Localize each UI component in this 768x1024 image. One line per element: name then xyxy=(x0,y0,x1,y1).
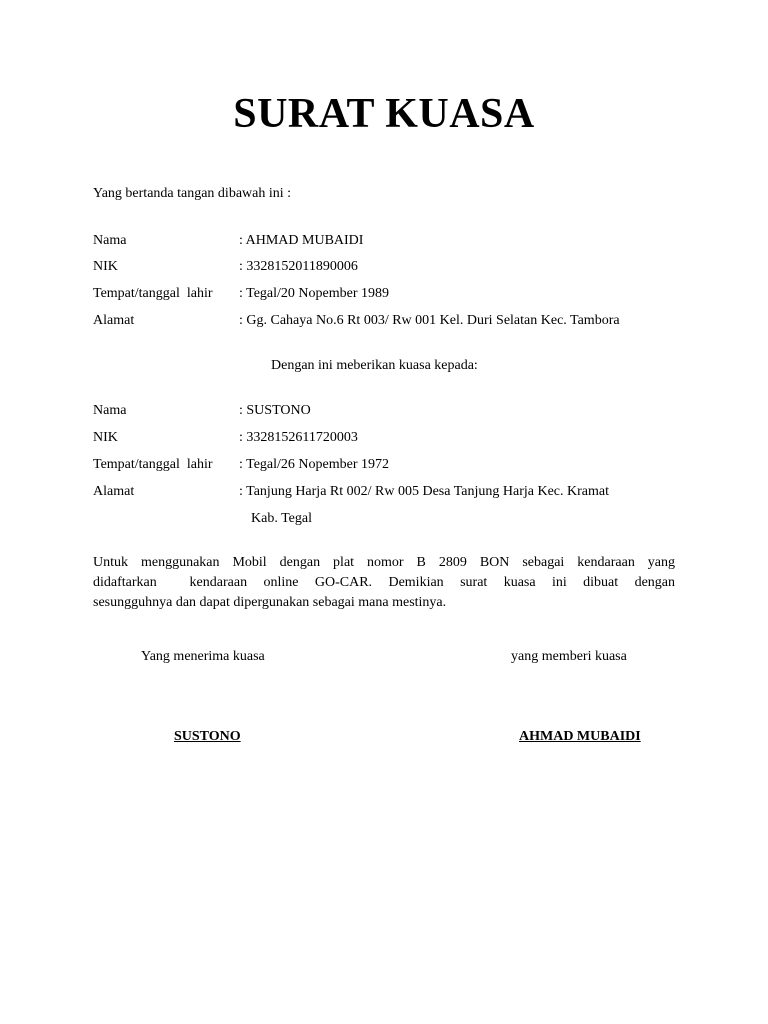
grantor-nama-label: Nama xyxy=(93,233,127,248)
grantor-alamat-value: : Gg. Cahaya No.6 Rt 003/ Rw 001 Kel. Duri Selatan Kec. Tambora xyxy=(239,313,620,328)
grantee-alamat-value: : Tanjung Harja Rt 002/ Rw 005 Desa Tanjung Harja Kec. Kramat xyxy=(239,484,609,499)
grantee-alamat-value-cont: Kab. Tegal xyxy=(251,511,312,526)
grantee-ttl-value: : Tegal/26 Nopember 1972 xyxy=(239,457,390,472)
intro-text: Yang bertanda tangan dibawah ini : xyxy=(93,186,292,201)
grantor-nik-label: NIK xyxy=(93,259,118,274)
grantee-nama-value: : SUSTONO xyxy=(239,403,311,418)
giver-label: yang memberi kuasa xyxy=(511,649,627,664)
purpose-line-1: Untuk menggunakan Mobil dengan plat nomor B 2809 BON sebagai kendaraan yang xyxy=(93,555,675,570)
document-title: SURAT KUASA xyxy=(233,91,535,137)
receiver-name: SUSTONO xyxy=(174,729,241,744)
grantee-nik-value: : 3328152611720003 xyxy=(239,430,358,445)
grantor-ttl-label: Tempat/tanggal lahir xyxy=(93,286,213,301)
giver-name: AHMAD MUBAIDI xyxy=(519,729,641,744)
transfer-line: Dengan ini meberikan kuasa kepada: xyxy=(271,358,478,373)
purpose-line-3: sesungguhnya dan dapat dipergunakan sebagai mana mestinya. xyxy=(93,595,447,610)
grantee-ttl-label: Tempat/tanggal lahir xyxy=(93,457,213,472)
grantor-alamat-label: Alamat xyxy=(93,313,135,328)
receiver-label: Yang menerima kuasa xyxy=(141,649,265,664)
purpose-paragraph xyxy=(93,553,675,613)
purpose-line-2: didaftarkan kendaraan online GO-CAR. Demikian surat kuasa ini dibuat dengan xyxy=(93,575,675,590)
grantor-ttl-value: : Tegal/20 Nopember 1989 xyxy=(239,286,390,301)
grantee-nama-label: Nama xyxy=(93,403,127,418)
grantor-nik-value: : 3328152011890006 xyxy=(239,259,358,274)
grantor-nama-value: : AHMAD MUBAIDI xyxy=(239,233,364,248)
grantee-nik-label: NIK xyxy=(93,430,118,445)
grantee-alamat-label: Alamat xyxy=(93,484,135,499)
